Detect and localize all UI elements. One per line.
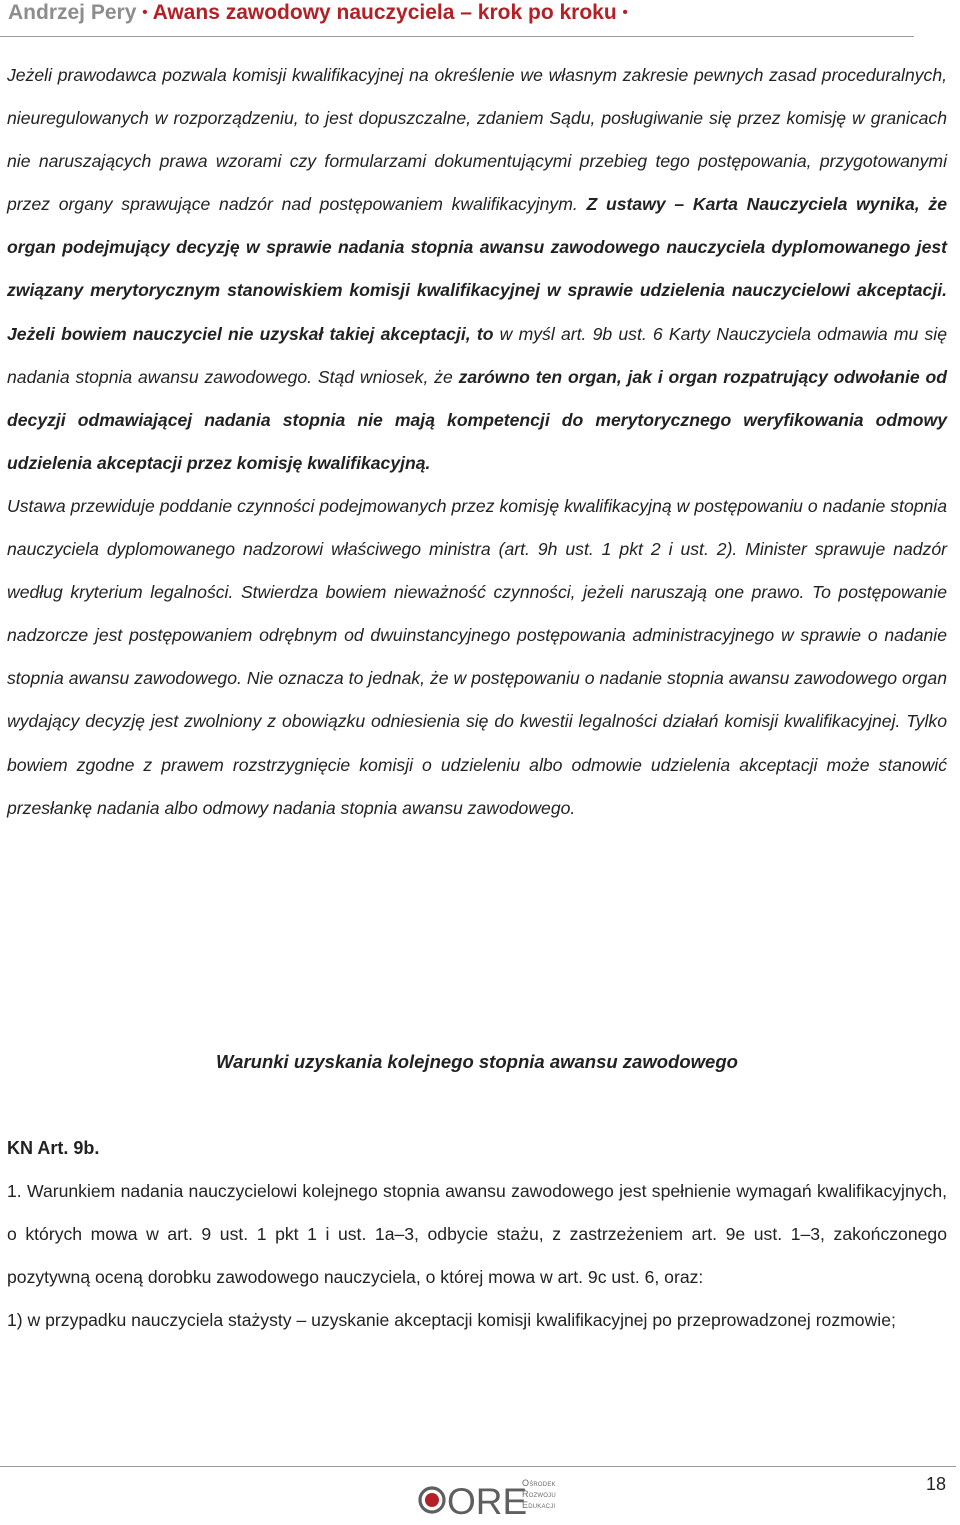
ore-logo — [416, 1476, 566, 1524]
ore-logo-mark — [416, 1476, 528, 1524]
paragraph-text-emphasis: Z ustawy – Karta Nauczyciela wynika, że organ podejmujący decyzję w sprawie nadania stopnia awansu zawodowego nauczyciela dyplomowanego jest związany merytorycznym stanowiskiem komisji kwalifikacyjnej w sprawie udzielenia nauczycielowi akceptacji. Jeżeli bowiem nauczyciel nie uzyskał takiej akceptacji, to — [7, 194, 948, 344]
footer-divider — [0, 1466, 956, 1467]
logo-wordmark: ORE — [447, 1481, 528, 1522]
paragraph-court-ruling — [7, 54, 947, 485]
page-number: 18 — [925, 1474, 946, 1494]
article-label: KN Art. 9b. — [7, 1138, 100, 1158]
paragraph-text: w myśl art. 9b ust. 6 Karty Nauczyciela odmawia mu się nadania stopnia awansu zawodowego. Stąd wniosek, że — [7, 323, 948, 387]
section-heading: Warunki uzyskania kolejnego stopnia awansu zawodowego — [216, 1051, 738, 1072]
paragraph-text: Stwierdza bowiem nieważność czynności, jeżeli naruszają one prawo. To postępowanie nadzorcze jest postępowaniem odrębnym od dwuinstancyjnego postępowania administracyjnego w sprawie o nadanie stopnia awansu zawodowego. Nie oznacza to jednak, że w postępowaniu o nadanie stopnia awansu zawodowego organ wydający decyzję jest zwolniony z obowiązku odniesienia się do kwestii legalności działań komisji kwalifikacyjnej. Tylko bowiem zgodne z prawem rozstrzygnięcie komisji o udzieleniu albo odmowie udzielenia akceptacji może stanowić przesłankę nadania albo odmowy nadania stopnia awansu zawodowego. — [7, 582, 948, 818]
paragraph-supervision — [7, 485, 947, 830]
header-divider — [0, 36, 914, 37]
article-paragraph: 1. Warunkiem nadania nauczycielowi kolejnego stopnia awansu zawodowego jest spełnienie wymagań kwalifikacyjnych, o których mowa w art. 9 ust. 1 pkt 1 i ust. 1a–3, odbycie stażu, z zastrzeżeniem art. 9e ust. 1–3, zakończonego pozytywną oceną dorobku zawodowego nauczyciela, o której mowa w art. 9c ust. 6, oraz: — [7, 1181, 947, 1288]
header-separator: • — [142, 4, 148, 21]
logo-subtitle: Ośrodek Rozwoju Edukacji — [522, 1478, 556, 1510]
article-text — [7, 1127, 947, 1342]
main-text — [7, 54, 947, 830]
paragraph-text: Jeżeli prawodawca pozwala komisji kwalifikacyjnej na określenie we własnym zakresie pewnych zasad proceduralnych, nieuregulowanych w rozporządzeniu, to jest dopuszczalne, zdaniem Sądu, posługiwanie się przez komisję w granicach nie naruszających prawa wzorami czy formularzami dokumentującymi przebieg tego postępowania, przygotowanymi przez organy sprawujące nadzór nad postępowaniem kwalifikacyjnym. — [7, 65, 947, 215]
header-title: Awans zawodowy nauczyciela – krok po kroku — [152, 1, 617, 24]
header-author: Andrzej Pery — [8, 1, 137, 24]
page-header — [8, 0, 908, 26]
paragraph-text-emphasis: zarówno ten organ, jak i organ rozpatrujący odwołanie od decyzji odmawiającej nadania stopnia nie mają kompetencji do merytorycznego weryfikowania odmowy udzielenia akceptacji przez komisję kwalifikacyjną. — [7, 366, 948, 473]
article-paragraph: 1) w przypadku nauczyciela stażysty – uzyskanie akceptacji komisji kwalifikacyjnej po przeprowadzonej rozmowie; — [7, 1310, 896, 1331]
paragraph-text: Ustawa przewiduje poddanie czynności podejmowanych przez komisję kwalifikacyjną w postępowaniu o nadanie stopnia nauczyciela dyplomowanego nadzorowi właściwego ministra (art. 9h ust. 1 pkt 2 i ust. 2). Minister sprawuje nadzór według kryterium legalności. — [7, 495, 947, 603]
header-trailing-dot: • — [622, 4, 628, 21]
